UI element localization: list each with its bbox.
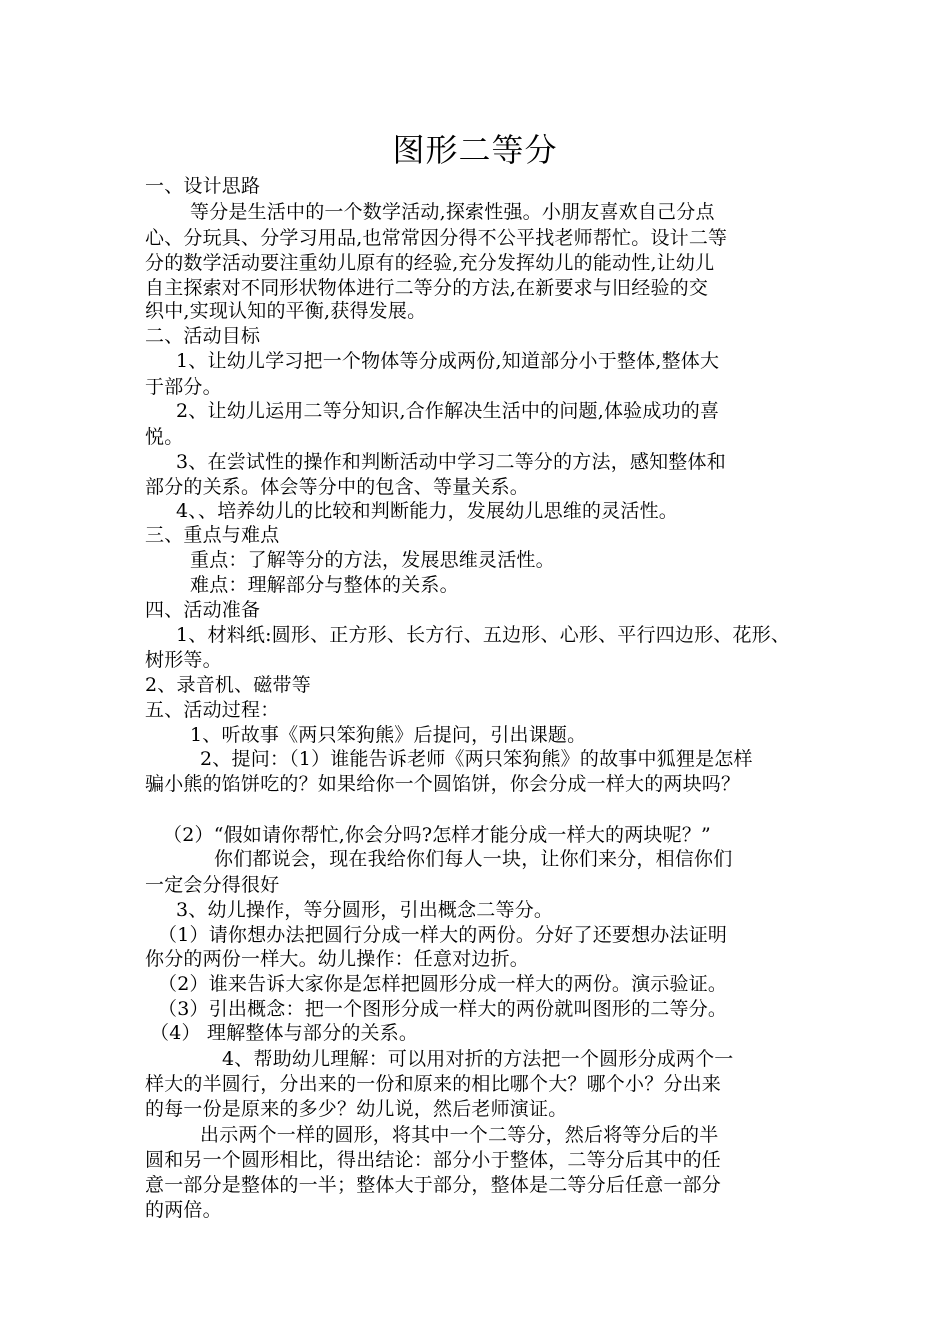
paragraph-line: 于部分。 <box>145 376 222 398</box>
document-title: 图形二等分 <box>392 131 558 169</box>
section-heading-design: 一、设计思路 <box>145 175 261 197</box>
paragraph-line: 样大的半圆行，分出来的一份和原来的相比哪个大？哪个小？分出来 <box>145 1073 722 1095</box>
paragraph-line: 一定会分得很好 <box>145 874 280 896</box>
paragraph-line: 的两倍。 <box>145 1199 222 1221</box>
paragraph-line: 圆和另一个圆形相比，得出结论：部分小于整体，二等分后其中的任 <box>145 1149 722 1171</box>
paragraph-line: 你们都说会，现在我给你们每人一块，让你们来分，相信你们 <box>214 848 733 870</box>
paragraph-line: 4、帮助幼儿理解：可以用对折的方法把一个圆形分成两个一 <box>222 1048 734 1070</box>
paragraph-line: 3、在尝试性的操作和判断活动中学习二等分的方法，感知整体和 <box>176 451 726 473</box>
paragraph-line: 难点：理解部分与整体的关系。 <box>190 574 459 596</box>
paragraph-line: 出示两个一样的圆形，将其中一个二等分，然后将等分后的半 <box>200 1124 719 1146</box>
paragraph-line: 意一部分是整体的一半；整体大于部分，整体是二等分后任意一部分 <box>145 1174 722 1196</box>
paragraph-line: 2、提问：（1）谁能告诉老师《两只笨狗熊》的故事中狐狸是怎样 <box>200 748 753 770</box>
paragraph-line: （4） 理解整体与部分的关系。 <box>150 1022 419 1044</box>
paragraph-line: 骗小熊的馅饼吃的？如果给你一个圆馅饼，你会分成一样大的两块吗？ <box>145 773 741 795</box>
paragraph-line: 4、、培养幼儿的比较和判断能力，发展幼儿思维的灵活性。 <box>176 500 678 522</box>
paragraph-line: 1、让幼儿学习把一个物体等分成两份,知道部分小于整体,整体大 <box>176 350 720 372</box>
paragraph-line: （3）引出概念：把一个图形分成一样大的两份就叫图形的二等分。 <box>158 998 728 1020</box>
paragraph-line: 2、让幼儿运用二等分知识,合作解决生活中的问题,体验成功的喜 <box>176 400 720 422</box>
paragraph-line: 自主探索对不同形状物体进行二等分的方法,在新要求与旧经验的交 <box>145 277 709 299</box>
paragraph-line: 的每一份是原来的多少？幼儿说，然后老师演证。 <box>145 1098 568 1120</box>
paragraph-line: 心、分玩具、分学习用品,也常常因分得不公平找老师帮忙。设计二等 <box>145 227 728 249</box>
section-heading-process: 五、活动过程： <box>145 699 280 721</box>
section-heading-focus: 三、重点与难点 <box>145 524 280 546</box>
paragraph-line: 1、听故事《两只笨狗熊》后提问，引出课题。 <box>190 724 587 746</box>
paragraph-line: 1、材料纸:圆形、正方形、长方行、五边形、心形、平行四边形、花形、 <box>176 624 791 646</box>
paragraph-line: （2）“假如请你帮忙,你会分吗?怎样才能分成一样大的两块呢？” <box>163 824 711 846</box>
paragraph-line: 等分是生活中的一个数学活动,探索性强。小朋友喜欢自己分点 <box>190 201 715 223</box>
paragraph-line: 你分的两份一样大。幼儿操作：任意对边折。 <box>145 948 530 970</box>
paragraph-line: 3、幼儿操作，等分圆形，引出概念二等分。 <box>176 899 554 921</box>
paragraph-line: 织中,实现认知的平衡,获得发展。 <box>145 300 427 322</box>
paragraph-line: 分的数学活动要注重幼儿原有的经验,充分发挥幼儿的能动性,让幼儿 <box>145 252 715 274</box>
section-heading-goals: 二、活动目标 <box>145 325 261 347</box>
paragraph-line: 树形等。 <box>145 649 222 671</box>
paragraph-line: 悦。 <box>145 426 184 448</box>
paragraph-line: 部分的关系。体会等分中的包含、等量关系。 <box>145 476 530 498</box>
paragraph-line: 2、录音机、磁带等 <box>145 674 311 696</box>
paragraph-line: （2）谁来告诉大家你是怎样把圆形分成一样大的两份。演示验证。 <box>158 973 728 995</box>
section-heading-prep: 四、活动准备 <box>145 599 261 621</box>
paragraph-line: （1）请你想办法把圆行分成一样大的两份。分好了还要想办法证明 <box>158 924 728 946</box>
paragraph-line: 重点：了解等分的方法，发展思维灵活性。 <box>190 549 555 571</box>
